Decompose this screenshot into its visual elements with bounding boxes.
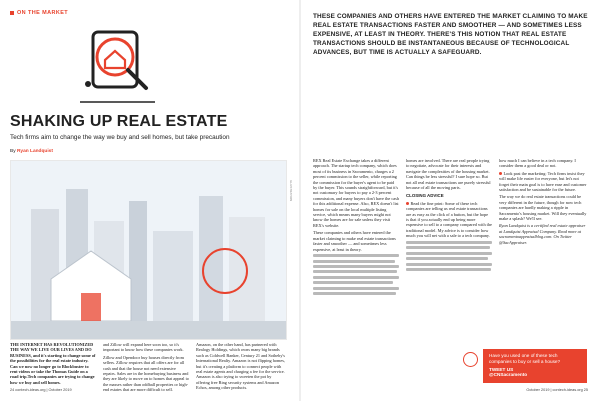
bullet-icon — [406, 202, 409, 205]
closing-advice-heading: CLOSING ADVICE — [406, 193, 444, 199]
section-label: ON THE MARKET — [10, 10, 68, 16]
article-deck: Tech firms aim to change the way we buy and sell homes, but take precaution — [10, 134, 230, 141]
bullet-icon — [499, 172, 502, 175]
house-key-search-illustration — [60, 12, 180, 117]
byline: By Ryan Landquist — [10, 149, 53, 154]
article-column-1: THE INTERNET HAS REVOLUTIONIZED THE WAY WE LIVE OUR LIVES AND DO BUSINESS, and it's starting to change some of the possibilities for the real estate industry. Can we now no longer go to Blockbuster to rent videos or take the Thomas Guide on a road trip.Tech companies are trying to change how we buy and sell homes. — [10, 342, 96, 385]
right-page-folio: October 2019 | contech-ideas.org 25 — [526, 388, 588, 392]
left-page-folio: 24 contech-ideas.org | October 2019 — [10, 388, 72, 392]
twitter-handle[interactable]: @CNSacramento — [489, 372, 528, 378]
article-headline: SHAKING UP REAL ESTATE — [10, 113, 228, 130]
cn-logo-icon — [463, 352, 478, 367]
photo-credit: ILLUSTRATION — [289, 180, 293, 202]
city-skyline-illustration — [10, 160, 287, 340]
reader-prompt-box: Have you used one of these tech companies to buy or sell a house? TWEET US @CNSacramento — [483, 349, 587, 383]
right-column-3: how much I can believe in a tech company. I consider them a good deal or not. Look past the marketing: Tech firms insist they will make life easier for everyone, but let's not forget their main goal is to have ease and customer satisfaction and be sustainable for the future. The way we do real estate transactions could be very different in the future, though for now tech companies are hardly making a ripple in Sacramento's housing market. Will they eventually make a splash? We'll see. Ryan Landquist is a certified real estate appraiser at Landquist Appraisal Company. Read more at sacramentoappraisalblog.com. On Twitter @SacAppraiser. — [499, 158, 587, 245]
article-column-2: and Zillow will expand here soon too, so it's important to know how these companies work. Zillow and Opendoor buy houses directly from sellers. Zillow requires that all offers are for all cash and that the house not need extensive repairs. Sales are in the homebuying business and they are likely to move on to homes that appeal to the masses rather than oddball properties or high-end estates that are more difficult to sell. — [103, 342, 189, 393]
author-note: Ryan Landquist is a certified real estate appraiser at Landquist Appraisal Company. Read more at sacramentoappraisalblog.com. On Twitter @SacAppraiser. — [499, 223, 586, 245]
page-gutter — [299, 0, 301, 401]
article-column-3: Amazon, on the other hand, has partnered with Realogy Holdings, which owns many big brands such as Coldwell Banker, Century 21 and Sotheby's International Realty. Amazon is not flipping homes, but it's creating a platform to connect people with real estate agents and charging a fee for the service. Amazon is also trying to sweeten the pot by offering free Ring security systems and Amazon Echos, among other products. — [196, 342, 285, 391]
right-column-2: homes are involved. There are real people trying to negotiate, advocate for their interests and navigate the complexities of the housing market. Can things be less stressful? I sure hope so. But not all real estate transactions are purely stressful because of all the moving parts. CLOSING ADVICE Read the fine print: Some of these tech companies are telling us real estate transactions are as easy as the click of a button, but the hope is that if you actually end up being more expensive to sell to a company compared with the traditional model. My advice is to consider how much you will net with a sale to a tech company. — [406, 158, 492, 273]
right-column-1: REX Real Estate Exchange takes a different approach. The startup tech company, which does most of its business in Sacramento, charges a 2 percent commission to the seller, while reporting the commission for the buyer's agent to be paid by the buyer. This sounds straightforward, but it's not customary for buyers to pay a 2-3 percent commission, and many buyers don't have the cash for this additional expense. Also, REX doesn't list homes for sale on the local multiple listing service, which means many buyers might not know the homes are for sale unless they visit REX's website. These companies and others have entered the market claiming to make real estate transactions faster and smoother — and sometimes less expensive, at least in theory. — [313, 158, 399, 297]
pull-quote: THESE COMPANIES AND OTHERS HAVE ENTERED THE MARKET CLAIMING TO MAKE REAL ESTATE TRANSACTIONS FASTER AND SMOOTHER — AND SOMETIMES LESS EXPENSIVE, AT LEAST IN THEORY. THERE'S THIS NOTION THAT REAL ESTATE TRANSACTIONS SHOULD BE INSTANTANEOUS BECAUSE OF TECHNOLOGICAL ADVANCES, BUT TIME IS ACTUALLY A SAFEGUARD. — [313, 13, 588, 56]
